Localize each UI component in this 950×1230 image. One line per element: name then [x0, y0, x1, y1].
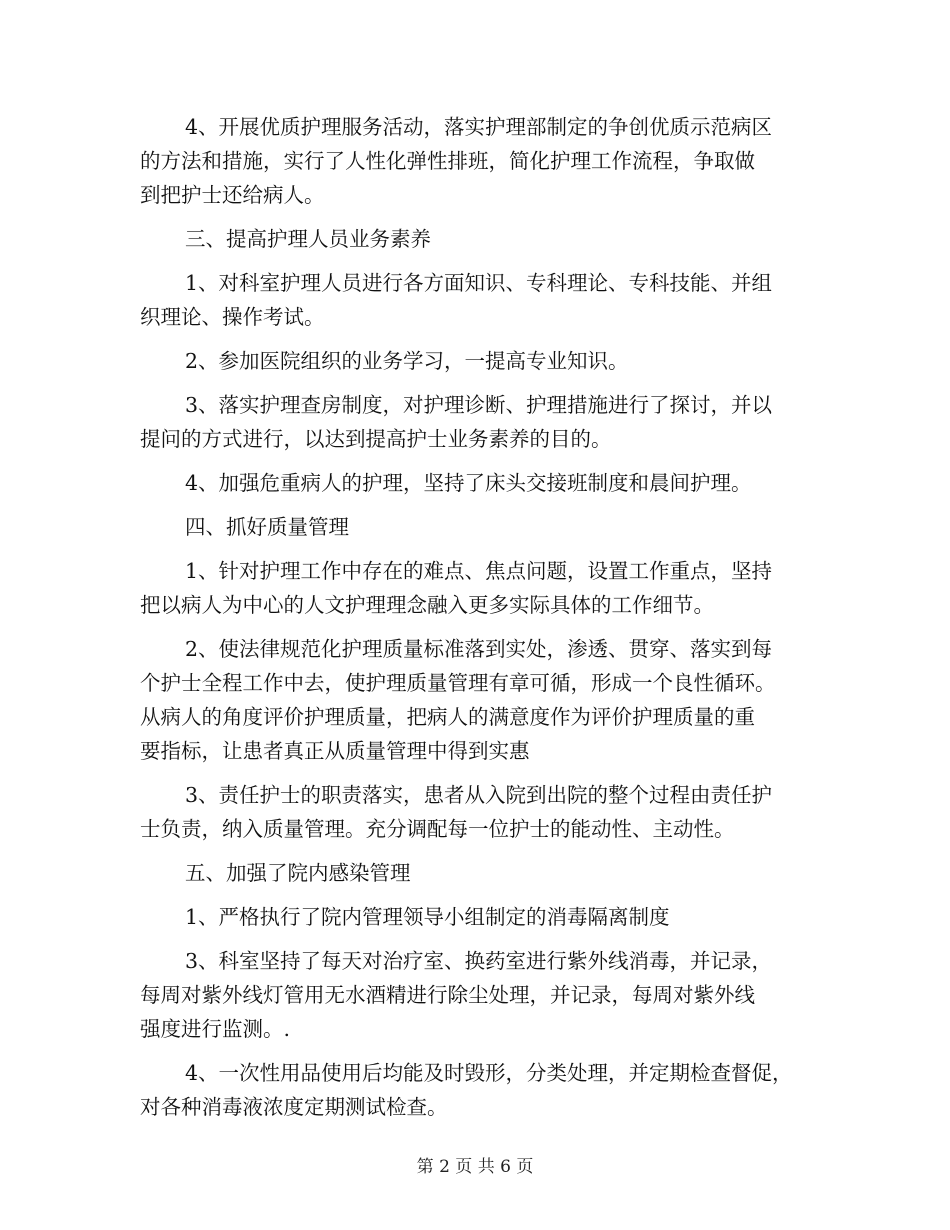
- paragraph-line: 士负责，纳入质量管理。充分调配每一位护士的能动性、主动性。: [140, 817, 735, 841]
- paragraph-line: 每周对紫外线灯管用无水酒精进行除尘处理，并记录，每周对紫外线: [140, 983, 755, 1007]
- paragraph-line: 1、对科室护理人员进行各方面知识、专科理论、专科技能、并组: [185, 271, 773, 295]
- section-heading: 三、提高护理人员业务素养: [185, 227, 431, 251]
- section-heading: 五、加强了院内感染管理: [185, 861, 411, 885]
- paragraph-line: 的方法和措施，实行了人性化弹性排班，简化护理工作流程，争取做: [140, 149, 755, 173]
- paragraph-3: [140, 266, 810, 334]
- paragraph-line: 2、使法律规范化护理质量标准落到实处，渗透、贯穿、落实到每: [185, 637, 773, 661]
- paragraph-line: 织理论、操作考试。: [140, 305, 325, 329]
- paragraph-12: [140, 900, 810, 934]
- section-heading-4: [140, 510, 810, 544]
- section-heading-5: [140, 856, 810, 890]
- paragraph-line: 4、一次性用品使用后均能及时毁形，分类处理，并定期检查督促，: [185, 1061, 793, 1085]
- paragraph-8: [140, 554, 810, 622]
- paragraph-line: 4、开展优质护理服务活动，落实护理部制定的争创优质示范病区: [185, 115, 773, 139]
- paragraph-line: 要指标，让患者真正从质量管理中得到实惠: [140, 739, 530, 763]
- paragraph-line: 提问的方式进行，以达到提高护士业务素养的目的。: [140, 427, 612, 451]
- paragraph-line: 把以病人为中心的人文护理理念融入更多实际具体的工作细节。: [140, 593, 714, 617]
- paragraph-6: [140, 466, 810, 500]
- paragraph-line: 3、责任护士的职责落实，患者从入院到出院的整个过程由责任护: [185, 783, 773, 807]
- paragraph-line: 对各种消毒液浓度定期测试检查。: [140, 1095, 448, 1119]
- paragraph-10: [140, 778, 810, 846]
- paragraph-1: [140, 110, 810, 212]
- document-body: [140, 110, 810, 1124]
- paragraph-line: 3、落实护理查房制度，对护理诊断、护理措施进行了探讨，并以: [185, 393, 773, 417]
- section-heading-3: [140, 222, 810, 256]
- paragraph-14: [140, 1056, 810, 1124]
- paragraph-line: 强度进行监测。.: [140, 1017, 291, 1041]
- paragraph-line: 个护士全程工作中去，使护理质量管理有章可循，形成一个良性循环。: [140, 671, 776, 695]
- page-number-footer: 第 2 页 共 6 页: [416, 1157, 534, 1177]
- paragraph-line: 到把护士还给病人。: [140, 183, 325, 207]
- paragraph-line: 3、科室坚持了每天对治疗室、换药室进行紫外线消毒，并记录，: [185, 949, 773, 973]
- paragraph-13: [140, 944, 810, 1046]
- paragraph-line: 4、加强危重病人的护理，坚持了床头交接班制度和晨间护理。: [185, 471, 752, 495]
- section-heading: 四、抓好质量管理: [185, 515, 349, 539]
- paragraph-line: 从病人的角度评价护理质量，把病人的满意度作为评价护理质量的重: [140, 705, 755, 729]
- paragraph-line: 1、针对护理工作中存在的难点、焦点问题，设置工作重点，坚持: [185, 559, 773, 583]
- paragraph-9: [140, 632, 810, 768]
- paragraph-line: 2、参加医院组织的业务学习，一提高专业知识。: [185, 349, 629, 373]
- paragraph-line: 1、严格执行了院内管理领导小组制定的消毒隔离制度: [185, 905, 670, 929]
- paragraph-5: [140, 388, 810, 456]
- paragraph-4: [140, 344, 810, 378]
